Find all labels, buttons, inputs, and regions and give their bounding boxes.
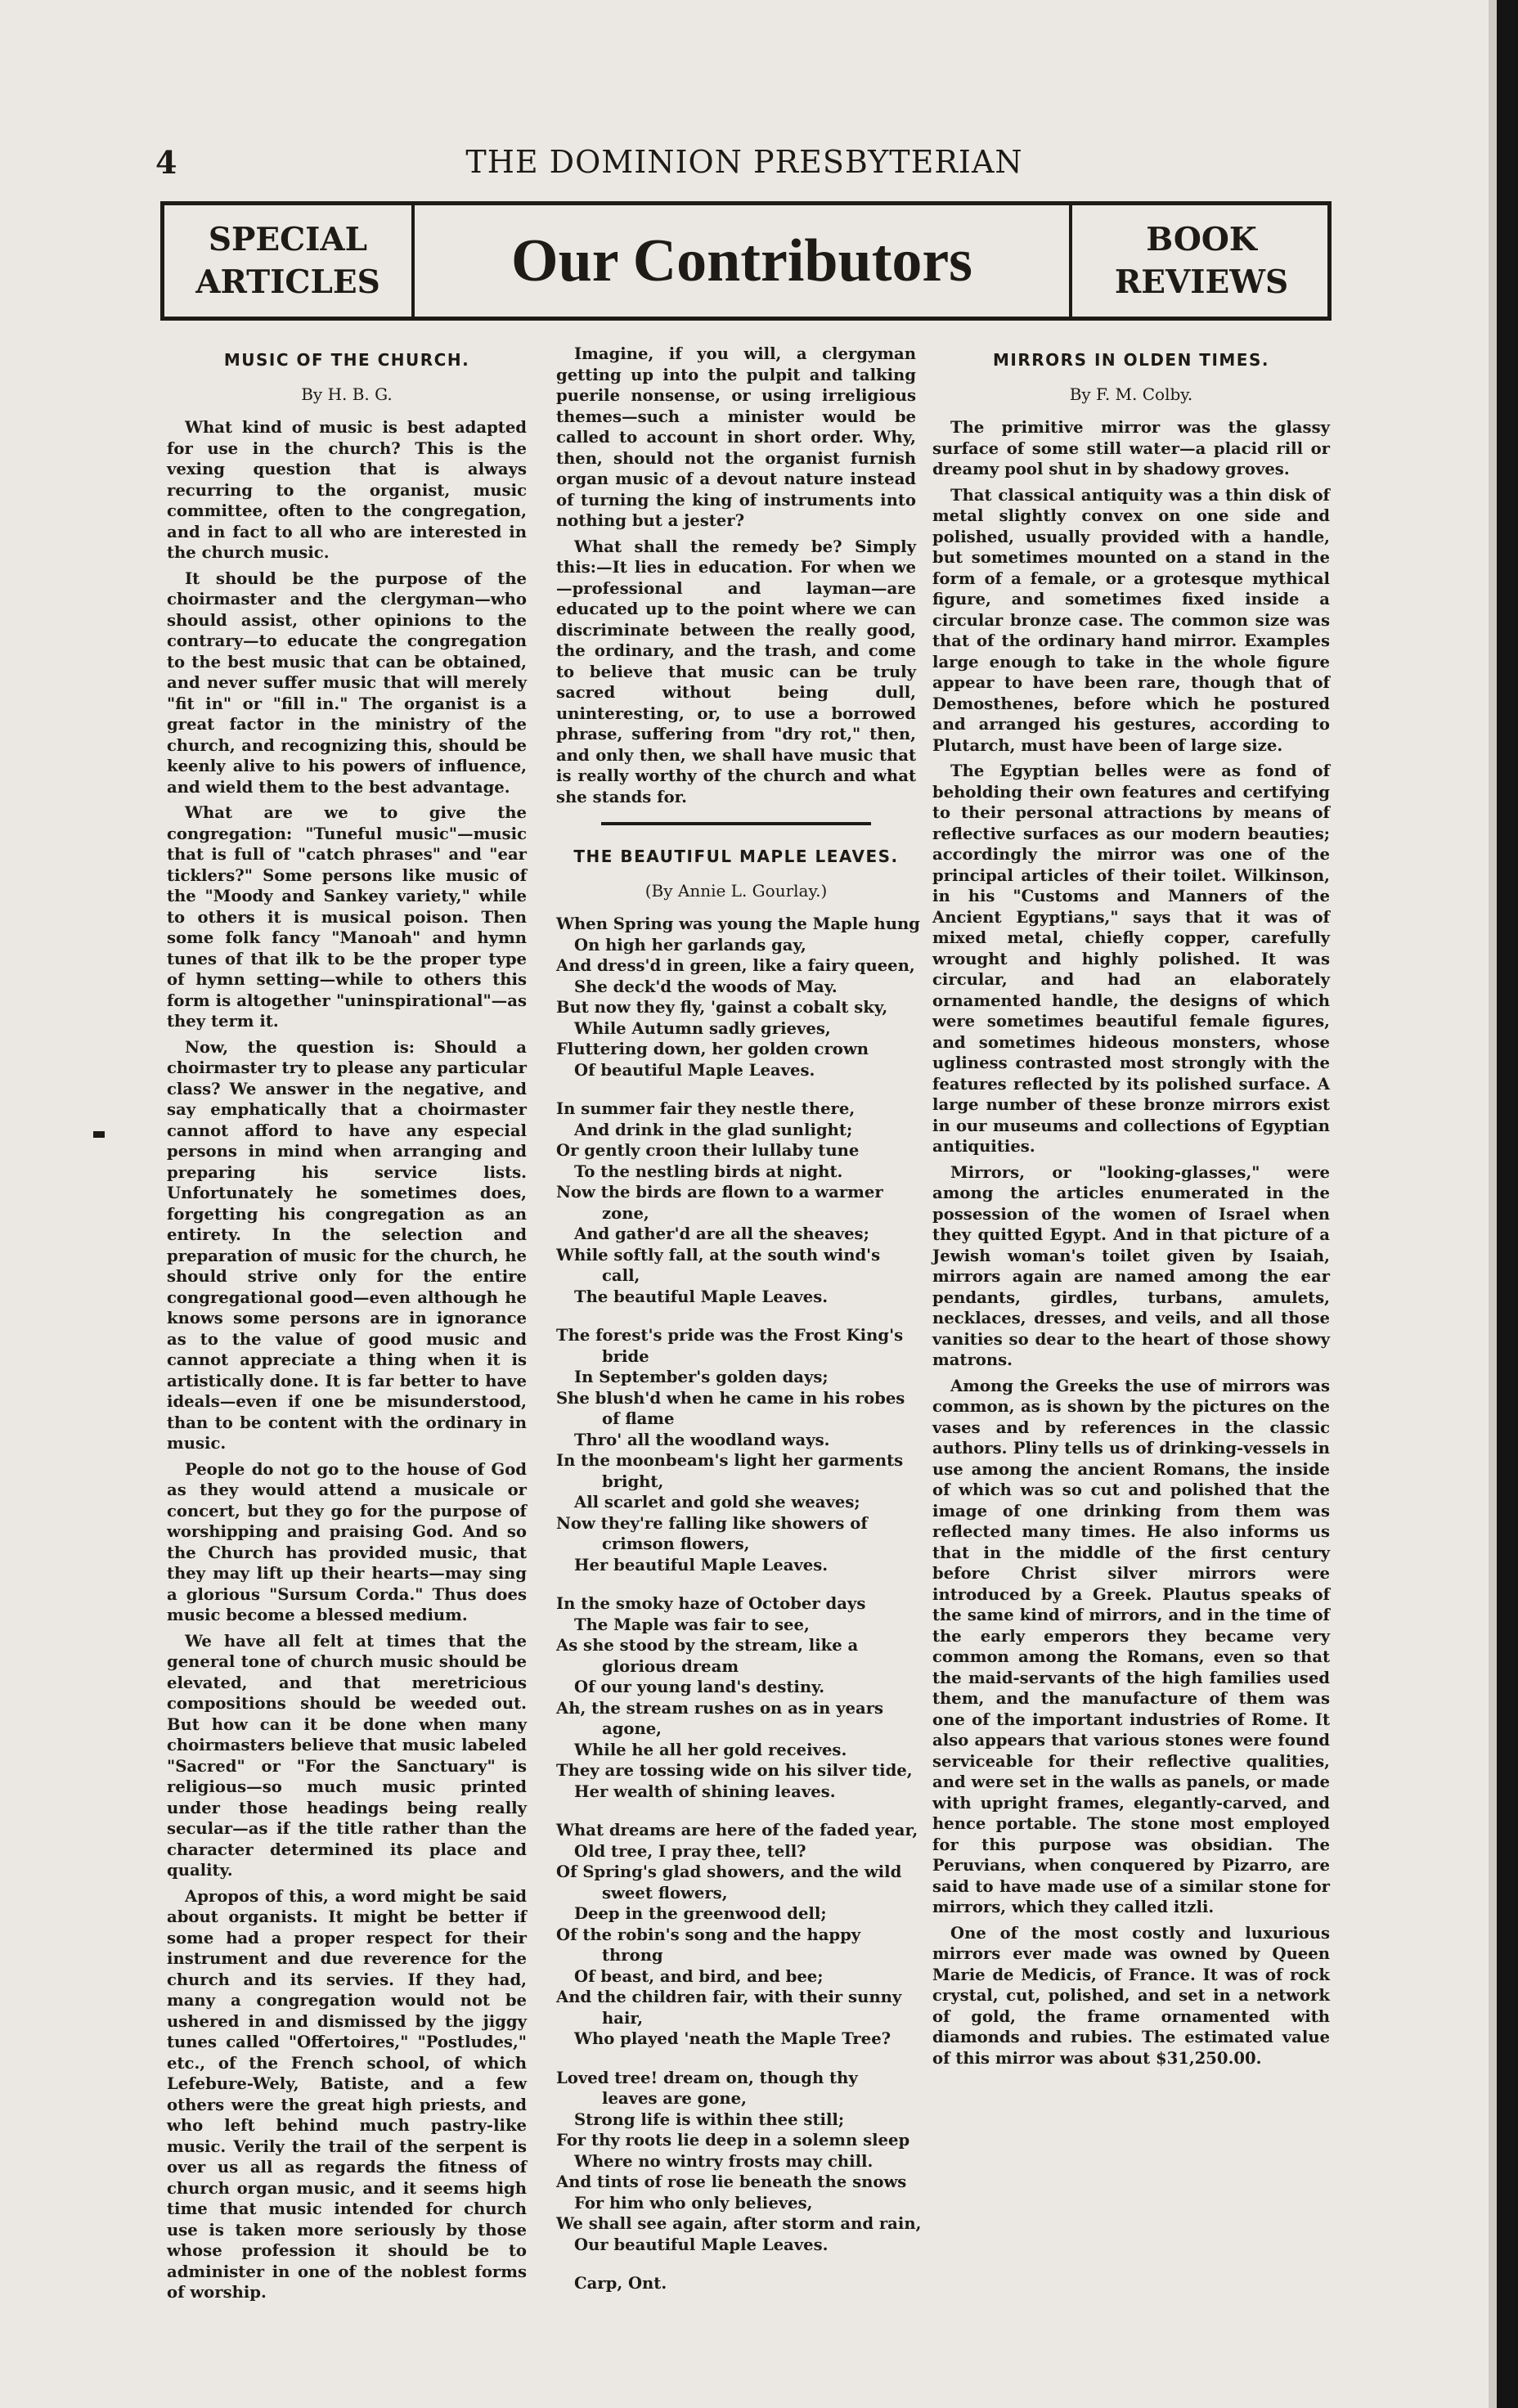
article-divider <box>601 822 871 825</box>
poem-line: Now the birds are flown to a warmer <box>556 1183 883 1202</box>
scan-border <box>1497 0 1518 2408</box>
poem-line: She deck'd the woods of May. <box>574 977 838 996</box>
poem-line: call, <box>602 1266 640 1285</box>
poem-line: Strong life is within thee still; <box>574 2109 845 2129</box>
poem-line: Now they're falling like showers of <box>556 1513 868 1533</box>
poem-line: To the nestling birds at night. <box>574 1161 843 1181</box>
poem-stanza <box>556 2068 922 2256</box>
article-byline: By H. B. G. <box>301 384 393 404</box>
poem-line: crimson flowers, <box>602 1534 750 1553</box>
article-paragraph: Apropos of this, a word might be said about organists. It might be better if some had a proper respect for their instrument and due reverence for the church and its servies. If they had, many a congregation would not be ushered in and dismissed by the jiggy tunes called "Offertoires," "Postludes," etc., of the French school, of which Lefebure-Wely, Batiste, and a few others were the great high priests, and who left behind much pastry-like music. Verily the trail of the serpent is over us all as regards the fitness of church organ music, and it seems high time that music intended for church use is taken more seriously by those whose profession it should be to administer in one of the noblest forms of worship. <box>167 1886 527 2302</box>
poem-line: Her beautiful Maple Leaves. <box>574 1555 829 1575</box>
poem-line: bright, <box>602 1471 664 1491</box>
article-paragraph: It should be the purpose of the choirmaster and the clergyman—who should assist, other opinions to the contrary—to educate the congregation to the best music that can be obtained, and never suffer music that will merely "fit in" or "fill in." The organist is a great factor in the ministry of the church, and recognizing this, should be keenly alive to his powers of influence, and wield them to the best advantage. <box>167 568 527 797</box>
poem-stanza <box>556 1820 916 2050</box>
column-middle <box>556 344 922 2293</box>
poem-line: glorious dream <box>602 1656 739 1676</box>
poem-stanza <box>556 914 920 1080</box>
banner-left-line: SPECIAL <box>208 221 368 258</box>
poem-line: Ah, the stream rushes on as in years <box>556 1698 884 1718</box>
article-paragraph: Imagine, if you will, a clergyman getting up into the pulpit and talking puerile nonsense, or using irreligious themes—such a minister would be called to account in short order. Why, then, should not the organist furnish organ music of a devout nature instead of turning the king of instruments into nothing but a jester? <box>556 344 916 530</box>
poem-stanza <box>556 1098 916 1307</box>
poem-line: They are tossing wide on his silver tide, <box>556 1761 913 1780</box>
poem-line: In summer fair they nestle there, <box>556 1099 856 1118</box>
poem-line: And tints of rose lie beneath the snows <box>556 2172 907 2191</box>
poem-line: In the smoky haze of October days <box>556 1594 866 1613</box>
poem-line: As she stood by the stream, like a <box>556 1636 859 1655</box>
poem-line: of flame <box>602 1409 675 1428</box>
poem-line: leaves are gone, <box>602 2089 747 2108</box>
poem-stanza <box>556 1593 916 1802</box>
margin-mark <box>93 1131 105 1138</box>
poem-signoff: Carp, Ont. <box>574 2274 667 2293</box>
poem-line: She blush'd when he came in his robes <box>556 1388 905 1408</box>
column-left <box>167 344 527 2302</box>
poem-line: We shall see again, after storm and rain, <box>556 2214 922 2233</box>
article-paragraph: The Egyptian belles were as fond of beholding their own features and certifying to their personal attractions by means of reflective surfaces as our modern beauties; accordingly the mirror was one of the principal articles of their toilet. Wilkinson, in his "Customs and Manners of the Ancient Egyptians," says that it was of mixed metal, chiefly copper, carefully wrought and highly polished. It was circular, and had an elaborately ornamented handle, the designs of which were sometimes beautiful female figures, and sometimes hideous monsters, whose ugliness contrasted most strongly with the features reflected by its polished surface. A large number of these bronze mirrors exist in our museums and collections of Egyptian antiquities. <box>932 761 1330 1156</box>
banner-title: Our Contributors <box>511 227 972 294</box>
poem-line: On high her garlands gay, <box>574 935 806 955</box>
poem-line: agone, <box>602 1719 662 1738</box>
poem-line: Thro' all the woodland ways. <box>574 1430 830 1449</box>
article-headline: MUSIC OF THE CHURCH. <box>223 350 470 370</box>
poem-line: What dreams are here of the faded year, <box>556 1821 918 1840</box>
article-byline: By F. M. Colby. <box>1069 384 1193 404</box>
poem-line: While softly fall, at the south wind's <box>556 1245 881 1265</box>
poem-line: Her wealth of shining leaves. <box>574 1781 836 1801</box>
poem-line: Fluttering down, her golden crown <box>556 1040 869 1058</box>
article-paragraph: What are we to give the congregation: "Tuneful music"—music that is full of "catch phrases" and "ear ticklers?" Some persons like music of the "Moody and Sankey variety," while to others it is musical poison. Then some folk fancy "Manoah" and hymn tunes of that ilk to be the proper type of hymn setting—while to others this form is altogether "uninspirational"—as they term it. <box>167 803 527 1031</box>
poem-line: Of beast, and bird, and bee; <box>574 1966 824 1986</box>
article-paragraph: Mirrors, or "looking-glasses," were among the articles enumerated in the possession of the women of Israel when they quitted Egypt. And in that picture of a Jewish woman's toilet given by Isaiah, mirrors again are named among the ear pendants, girdles, turbans, amulets, necklaces, dresses, and veils, and all those vanities so dear to the heart of those showy matrons. <box>932 1162 1330 1369</box>
article-paragraph: Among the Greeks the use of mirrors was common, as is shown by the pictures on the vases and by references in the classic authors. Pliny tells us of drinking-vessels in use among the ancient Romans, the inside of which was so cut and polished that the image of one drinking from them was reflected many times. He also informs us that in the middle of the first century before Christ silver mirrors were introduced by a Greek. Plautus speaks of the same kind of mirrors, and in the time of the early emperors they became very common among the Romans, even so that the maid-servants of the high families used them, and the manufacture of them was one of the important industries of Rome. It also appears that various stones were found serviceable for their reflective qualities, and were set in the walls as panels, or made with upright frames, elegantly-carved, and hence portable. The stone most employed for this purpose was obsidian. The Peruvians, when conquered by Pizarro, are said to have made use of a similar stone for mirrors, which they called itzli. <box>932 1376 1330 1916</box>
article-headline: MIRRORS IN OLDEN TIMES. <box>993 350 1269 370</box>
poem-line: For him who only believes, <box>574 2193 813 2213</box>
article-paragraph: One of the most costly and luxurious mirrors ever made was owned by Queen Marie de Medicis, of France. It was of rock crystal, cut, polished, and set in a network of gold, the frame ornamented with diamonds and rubies. The estimated value of this mirror was about $31,250.00. <box>932 1923 1330 2068</box>
page-number: 4 <box>155 144 177 181</box>
section-banner <box>160 201 1332 321</box>
running-header <box>155 144 1333 185</box>
article-paragraph: What shall the remedy be? Simply this:—It lies in education. For when we—professional and layman—are educated up to the point where we can discriminate between the really good, the ordinary, and the trash, and come to believe that music can be truly sacred without being dull, uninteresting, or, to use a borrowed phrase, suffering from "dry rot," then, and only then, we shall have music that is really worthy of the church and what she stands for. <box>556 537 916 806</box>
poem-line: While he all her gold receives. <box>574 1740 847 1759</box>
journal-title: THE DOMINION PRESBYTERIAN <box>465 144 1023 180</box>
poem-line: And dress'd in green, like a fairy queen, <box>556 956 915 975</box>
poem-line: Our beautiful Maple Leaves. <box>574 2235 829 2254</box>
poem-line: hair, <box>602 2008 644 2028</box>
column-right <box>932 344 1330 2241</box>
poem-line: Of our young land's destiny. <box>574 1678 825 1696</box>
poem-line: And gather'd are all the sheaves; <box>574 1224 869 1243</box>
article-paragraph: The primitive mirror was the glassy surface of some still water—a placid rill or dreamy pool shut in by shadowy groves. <box>932 418 1330 478</box>
poem-line: bride <box>602 1346 649 1366</box>
poem-line: In the moonbeam's light her garments <box>556 1451 904 1470</box>
poem-line: For thy roots lie deep in a solemn sleep <box>556 2131 910 2150</box>
poem-line: The beautiful Maple Leaves. <box>574 1287 829 1306</box>
poem-stanza <box>556 1325 916 1575</box>
poem-line: Loved tree! dream on, though thy <box>556 2068 858 2087</box>
poem-line: Old tree, I pray thee, tell? <box>574 1841 806 1861</box>
poem-line: Where no wintry frosts may chill. <box>574 2151 874 2171</box>
banner-book-reviews <box>1069 205 1331 317</box>
poem-headline: THE BEAUTIFUL MAPLE LEAVES. <box>573 847 899 866</box>
poem-line: The forest's pride was the Frost King's <box>556 1326 904 1345</box>
banner-special-articles <box>164 205 415 317</box>
poem-line: But now they fly, 'gainst a cobalt sky, <box>556 998 888 1017</box>
poem-line: While Autumn sadly grieves, <box>574 1018 831 1038</box>
poem-line: Of Spring's glad showers, and the wild <box>556 1862 902 1881</box>
poem-line: In September's golden days; <box>574 1368 829 1386</box>
poem-line: When Spring was young the Maple hung <box>556 914 920 933</box>
poem-line: zone, <box>602 1203 649 1223</box>
poem-line: Of beautiful Maple Leaves. <box>574 1060 815 1080</box>
poem-line: sweet flowers, <box>602 1883 728 1903</box>
poem-line: And the children fair, with their sunny <box>556 1988 902 2006</box>
poem-line: All scarlet and gold she weaves; <box>574 1493 860 1512</box>
poem-line: Or gently croon their lullaby tune <box>556 1141 860 1160</box>
article-paragraph: What kind of music is best adapted for use in the church? This is the vexing question that is always recurring to the organist, music committee, often to the congregation, and in fact to all who are interested in the church music. <box>167 418 527 562</box>
poem-line: throng <box>602 1946 663 1965</box>
banner-right-line: BOOK <box>1146 221 1257 258</box>
article-paragraph: People do not go to the house of God as they would attend a musicale or concert, but they go for the purpose of worshipping and praising God. And so the Church has provided music, that they may lift up their hearts—may sing a glorious "Sursum Corda." Thus does music become a blessed medium. <box>167 1459 527 1624</box>
article-paragraph: Now, the question is: Should a choirmaster try to please any particular class? We answer in the negative, and say emphatically that a choirmaster cannot afford to have any especial persons in mind when arranging and preparing his service lists. Unfortunately he sometimes does, forgetting his congregation as an entirety. In the selection and preparation of music for the church, he should strive only for the entire congregational good—even although he knows some persons are in ignorance as to the value of good music and cannot appreciate a thing when it is artistically done. It is far better to have ideals—even if one be misunderstood, than to be content with the ordinary in music. <box>167 1037 527 1453</box>
article-paragraph: We have all felt at times that the general tone of church music should be elevated, and that meretricious compositions should be weeded out. But how can it be done when many choirmasters believe that music labeled "Sacred" or "For the Sanctuary" is religious—so much music printed under those headings being really secular—as if the title rather than the character determined its place and quality. <box>167 1631 527 1880</box>
banner-left-line: ARTICLES <box>195 263 380 301</box>
poem-byline: (By Annie L. Gourlay.) <box>644 881 828 901</box>
banner-right-line: REVIEWS <box>1114 263 1289 301</box>
article-paragraph: That classical antiquity was a thin disk of metal slightly convex on one side and polished, usually provided with a handle, but sometimes mounted on a stand in the form of a female, or a grotesque mythical figure, and sometimes fixed inside a circular bronze case. The common size was that of the ordinary hand mirror. Examples large enough to take in the whole figure appear to have been rare, though that of Demosthenes, before which he postured and arranged his gestures, according to Plutarch, must have been of large size. <box>932 485 1330 755</box>
poem-line: Who played 'neath the Maple Tree? <box>574 2029 891 2048</box>
poem-line: Deep in the greenwood dell; <box>574 1904 827 1923</box>
poem-body <box>556 914 922 2255</box>
page-edge-shadow <box>1489 0 1497 2408</box>
poem-line: And drink in the glad sunlight; <box>574 1120 853 1139</box>
poem-line: Of the robin's song and the happy <box>556 1925 861 1944</box>
poem-line: The Maple was fair to see, <box>574 1615 810 1634</box>
